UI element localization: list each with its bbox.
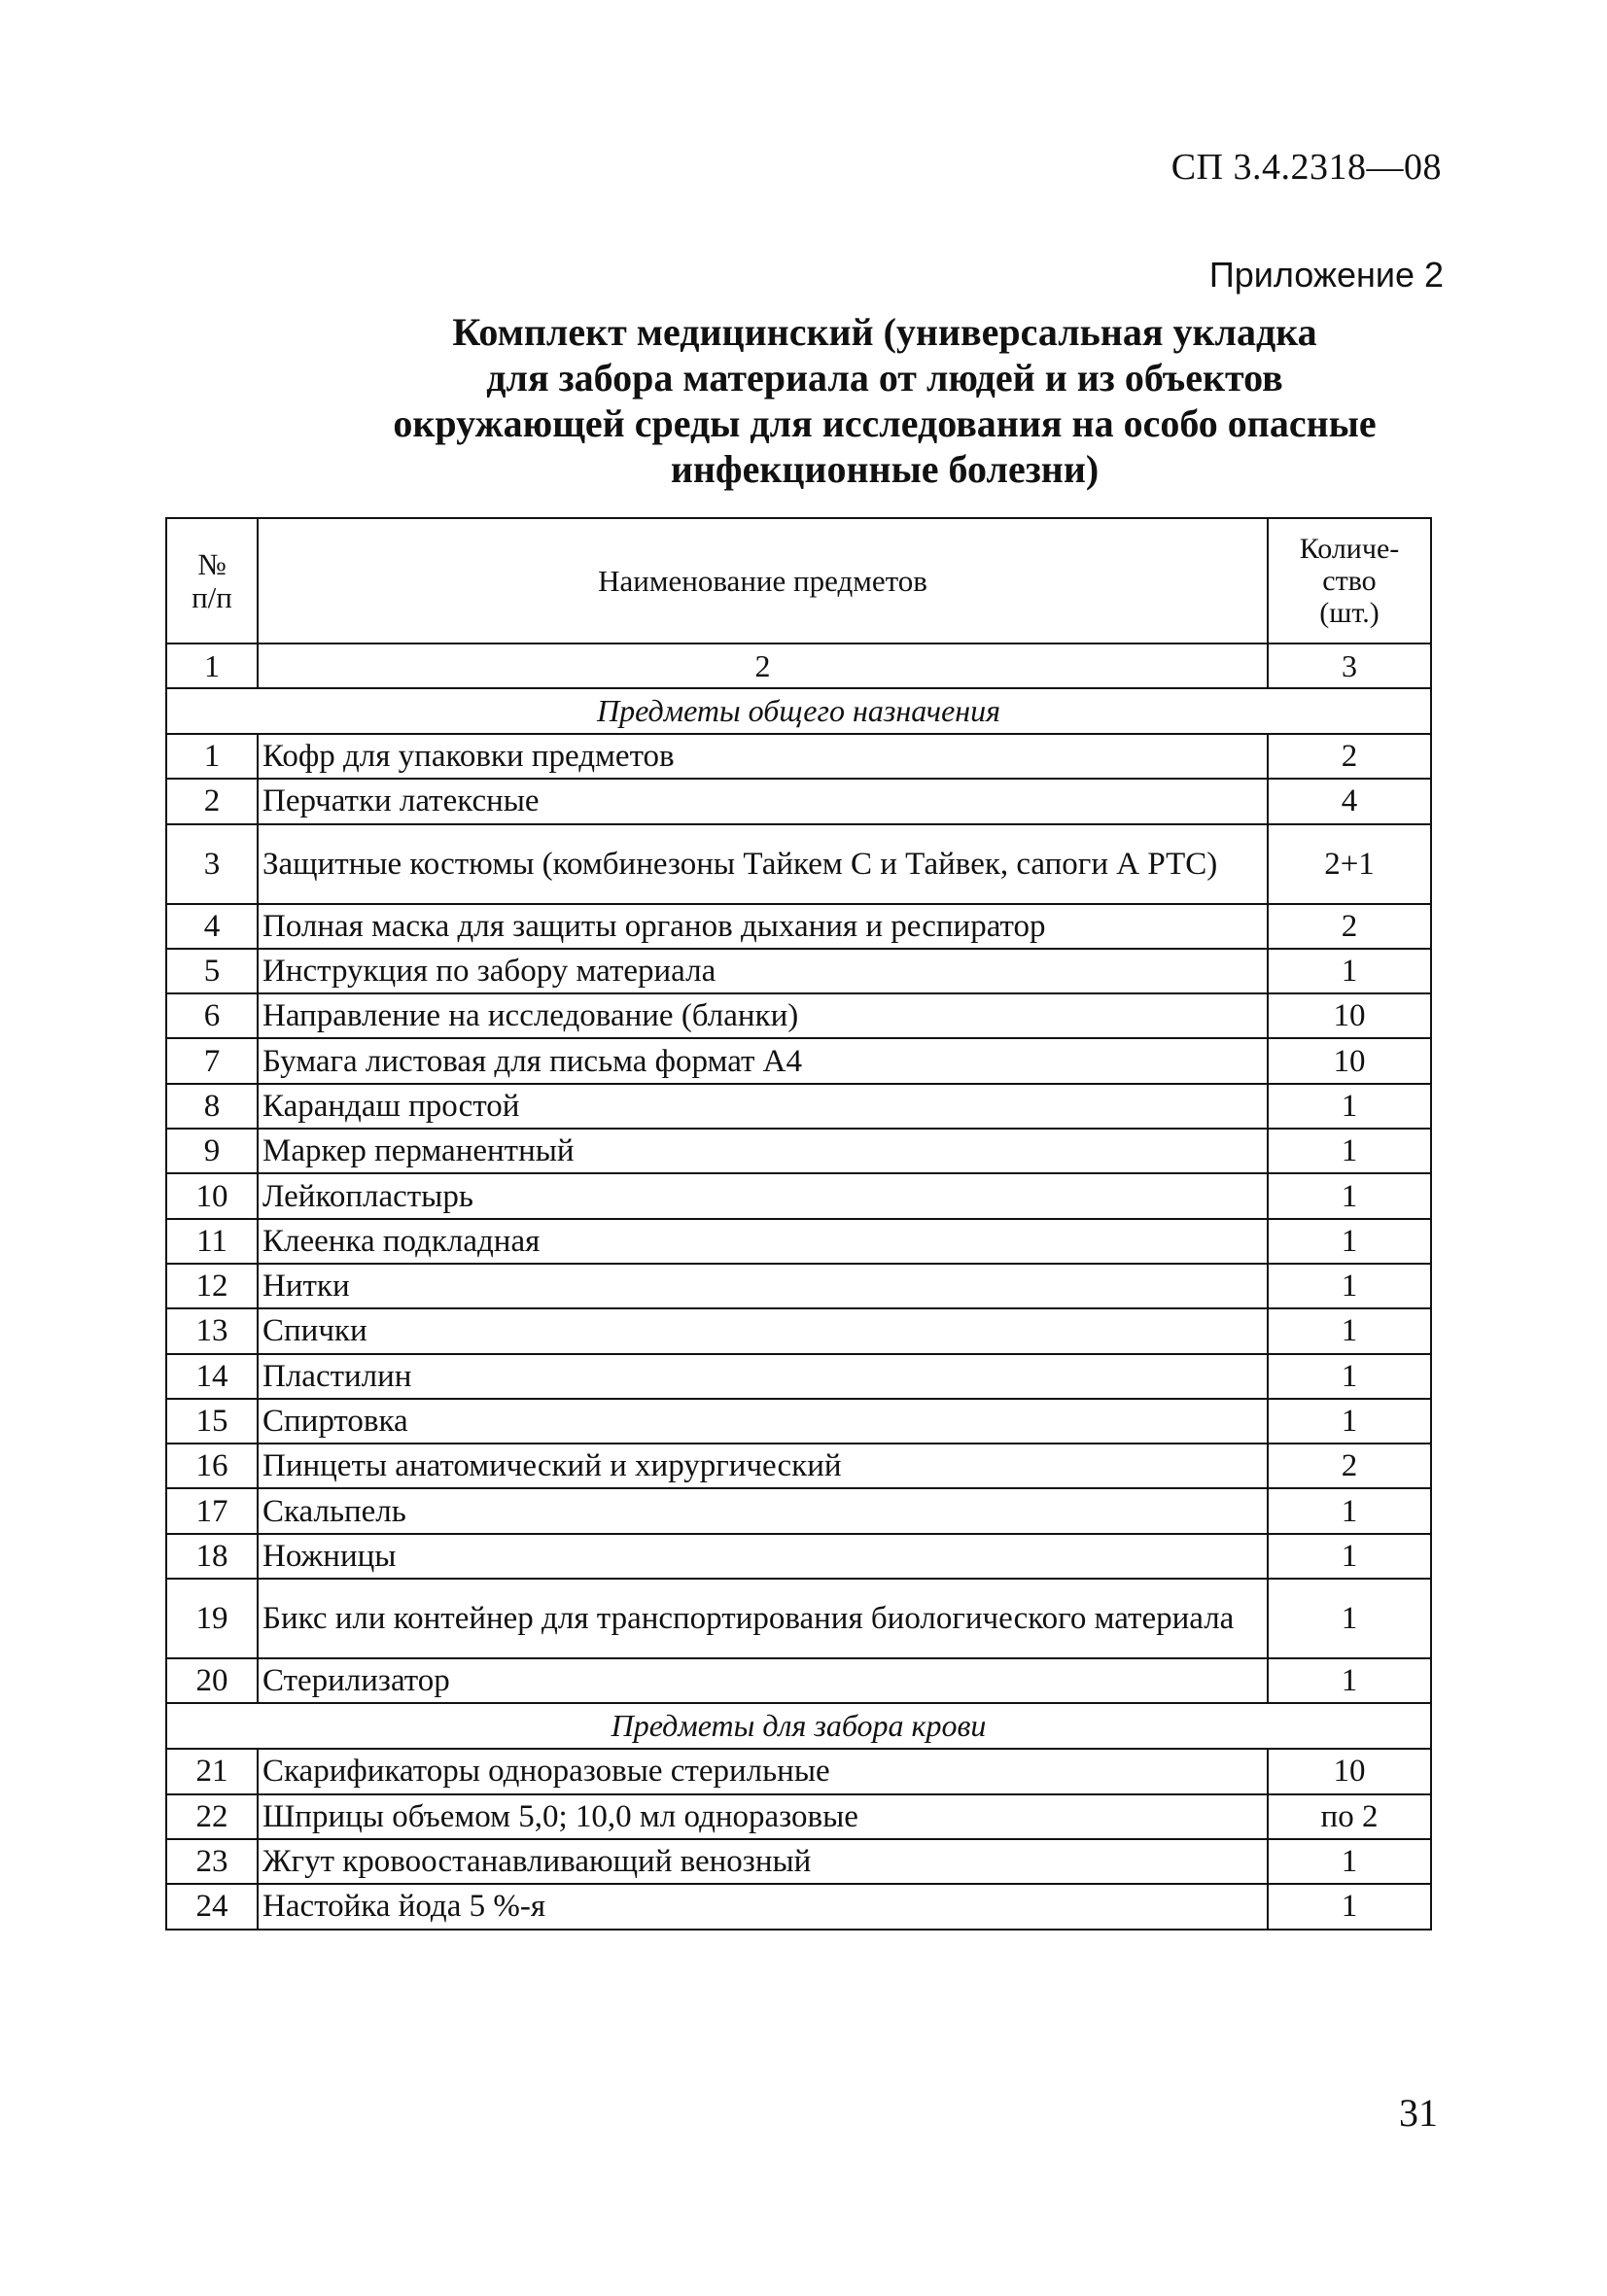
item-name: Бикс или контейнер для транспортирования биологического материала [258,1579,1268,1658]
item-name: Шприцы объемом 5,0; 10,0 мл одноразовые [258,1794,1268,1839]
item-name: Спиртовка [258,1399,1268,1444]
item-quantity: 2+1 [1268,824,1431,904]
item-name: Скальпель [258,1488,1268,1533]
header-quantity-line: (шт.) [1319,597,1380,629]
header-name: Наименование предметов [258,518,1268,644]
item-quantity: 1 [1268,1399,1431,1444]
item-name: Карандаш простой [258,1084,1268,1129]
table-row [166,904,1431,949]
item-name: Перчатки латексные [258,779,1268,823]
item-quantity: 10 [1268,993,1431,1038]
item-quantity: 1 [1268,1488,1431,1533]
item-name: Полная маска для защиты органов дыхания и респиратор [258,904,1268,949]
item-number: 24 [166,1884,258,1929]
table-row [166,779,1431,823]
section-header-row [166,1703,1431,1749]
item-quantity: 1 [1268,1534,1431,1579]
item-name: Пинцеты анатомический и хирургический [258,1444,1268,1488]
table-row [166,1658,1431,1703]
item-quantity: 10 [1268,1038,1431,1083]
table-row [166,1129,1431,1173]
table-header-row [166,518,1431,644]
column-index: 1 [166,644,258,688]
item-name: Инструкция по забору материала [258,949,1268,993]
table-body [166,644,1431,1930]
table-row [166,1219,1431,1264]
table-row [166,1399,1431,1444]
item-number: 5 [166,949,258,993]
document-code: СП 3.4.2318—08 [1170,147,1442,188]
table-row [166,1084,1431,1129]
item-number: 17 [166,1488,258,1533]
section-header-row [166,688,1431,734]
document-title [233,309,1536,492]
table-row [166,824,1431,904]
table-row [166,1749,1431,1793]
item-name: Лейкопластырь [258,1173,1268,1218]
header-number [166,518,258,644]
item-name: Скарификаторы одноразовые стерильные [258,1749,1268,1793]
item-quantity: 1 [1268,1839,1431,1884]
table-row [166,1308,1431,1353]
item-name: Спички [258,1308,1268,1353]
item-quantity: 1 [1268,1658,1431,1703]
item-number: 18 [166,1534,258,1579]
item-quantity: 1 [1268,1264,1431,1308]
item-name: Клеенка подкладная [258,1219,1268,1264]
item-number: 15 [166,1399,258,1444]
item-quantity: 4 [1268,779,1431,823]
table-row [166,1173,1431,1218]
item-quantity: 1 [1268,949,1431,993]
item-quantity: по 2 [1268,1794,1431,1839]
header-quantity-line: Количе- [1299,533,1400,565]
title-line: инфекционные болезни) [670,447,1100,491]
table-row [166,949,1431,993]
item-number: 19 [166,1579,258,1658]
item-name: Направление на исследование (бланки) [258,993,1268,1038]
item-number: 7 [166,1038,258,1083]
item-name: Маркер перманентный [258,1129,1268,1173]
table-row [166,1534,1431,1579]
items-table [165,517,1432,1931]
header-quantity [1268,518,1431,644]
item-quantity: 1 [1268,1173,1431,1218]
item-number: 4 [166,904,258,949]
table-row [166,1884,1431,1929]
item-number: 21 [166,1749,258,1793]
header-number-line: п/п [192,579,232,614]
item-quantity: 1 [1268,1308,1431,1353]
table-row [166,1488,1431,1533]
table-row [166,1444,1431,1488]
item-name: Ножницы [258,1534,1268,1579]
item-quantity: 2 [1268,1444,1431,1488]
table-row [166,734,1431,779]
item-number: 8 [166,1084,258,1129]
item-number: 14 [166,1354,258,1399]
column-index-row [166,644,1431,688]
item-number: 12 [166,1264,258,1308]
item-name: Кофр для упаковки предметов [258,734,1268,779]
table-row [166,1264,1431,1308]
item-name: Настойка йода 5 %-я [258,1884,1268,1929]
item-number: 2 [166,779,258,823]
item-name: Защитные костюмы (комбинезоны Тайкем С и Тайвек, сапоги А РТС) [258,824,1268,904]
item-quantity: 1 [1268,1579,1431,1658]
item-name: Пластилин [258,1354,1268,1399]
item-quantity: 2 [1268,904,1431,949]
item-name: Нитки [258,1264,1268,1308]
item-number: 16 [166,1444,258,1488]
table-row [166,1579,1431,1658]
item-number: 3 [166,824,258,904]
item-number: 1 [166,734,258,779]
item-number: 13 [166,1308,258,1353]
header-quantity-line: ство [1322,565,1377,597]
column-index: 2 [258,644,1268,688]
page-number: 31 [1399,2091,1438,2135]
column-index: 3 [1268,644,1431,688]
item-name: Стерилизатор [258,1658,1268,1703]
item-quantity: 1 [1268,1354,1431,1399]
title-line: для забора материала от людей и из объектов [486,356,1283,400]
table-row [166,1038,1431,1083]
item-number: 23 [166,1839,258,1884]
item-number: 10 [166,1173,258,1218]
section-title: Предметы общего назначения [166,688,1431,734]
appendix-label: Приложение 2 [1208,255,1444,295]
item-quantity: 1 [1268,1129,1431,1173]
item-quantity: 1 [1268,1219,1431,1264]
table-row [166,993,1431,1038]
item-quantity: 1 [1268,1884,1431,1929]
table-row [166,1794,1431,1839]
item-name: Бумага листовая для письма формат А4 [258,1038,1268,1083]
table-row [166,1354,1431,1399]
item-number: 22 [166,1794,258,1839]
item-number: 11 [166,1219,258,1264]
item-quantity: 2 [1268,734,1431,779]
item-quantity: 10 [1268,1749,1431,1793]
header-number-line: № [197,546,227,581]
item-number: 9 [166,1129,258,1173]
table-row [166,1839,1431,1884]
item-quantity: 1 [1268,1084,1431,1129]
item-number: 6 [166,993,258,1038]
title-line: окружающей среды для исследования на особо опасные [393,401,1377,445]
title-line: Комплект медицинский (универсальная укладка [452,310,1317,354]
item-number: 20 [166,1658,258,1703]
item-name: Жгут кровоостанавливающий венозный [258,1839,1268,1884]
section-title: Предметы для забора крови [166,1703,1431,1749]
